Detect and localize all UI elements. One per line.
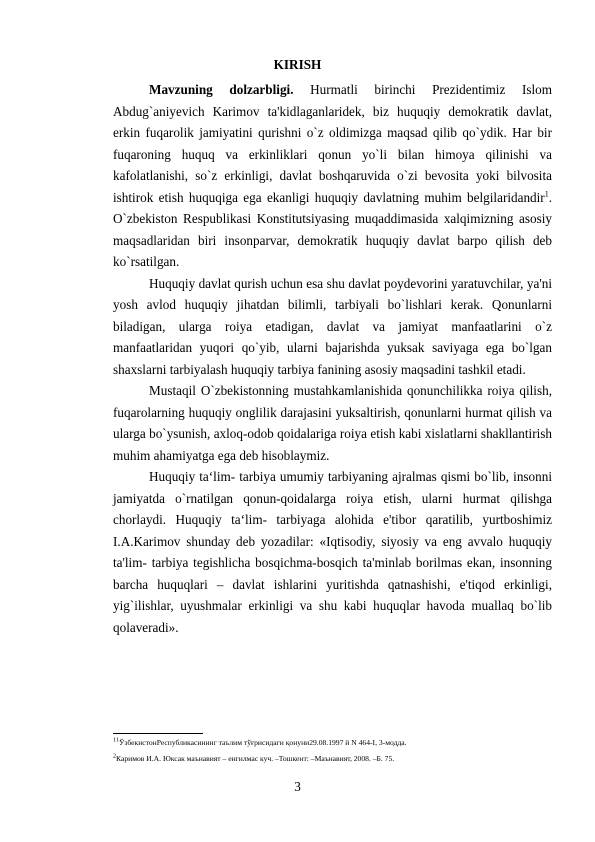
paragraph-relevance xyxy=(113,79,552,273)
footnote-2 xyxy=(113,754,552,764)
page-title: KIRISH xyxy=(273,57,322,72)
page-number: 3 xyxy=(294,779,301,794)
body-text xyxy=(113,79,552,638)
paragraph-legal-education: Huquqiy ta‘lim- tarbiya umumiy tarbiyaning ajralmas qismi bo`lib, insonni jamiyatda o`rnatilgan qonun-qoidalarga roiya etish, ularni hurmat qilishga chorlaydi. Huquqiy ta‘lim- tarbiyaga alohida e'tibor qaratilib, yurtboshimiz I.A.Karimov shunday deb yozadilar: «Iqtisodiy, siyosiy va eng avvalo huquqiy ta'lim- tarbiya tegishlicha bosqichma-bosqich ta'minlab borilmas ekan, insonning barcha huquqlari – davlat ishlarini yuritishda qatnashishi, e'tiqod erkinligi, yig`ilishlar, uyushmalar erkinligi va shu kabi huquqlar havoda muallaq bo`lib qolaveradi». xyxy=(113,469,552,635)
footnote-mark-duplicate: 1 xyxy=(116,737,119,744)
paragraph-text: Hurmatli birinchi Prezidentimiz Islom Abdug`aniyevich Karimov ta'kidlaganlaridek, biz huquqiy demokratik davlat, erkin fuqarolik jamiyatini qurishni o`z oldimizga maqsad qilib qo`ydik. Har bir fuqaroning huquq va erkinliklari qonun yo`li bilan himoya qilinishi va kafolatlanishi, so`z erkinligi, davlat boshqaruvida o`zi bevosita yoki bilvosita ishtirok etish huquqiga ega ekanligi huquqiy davlatning muhim belgilaridandir xyxy=(113,82,552,205)
footnote-text: ЎзбекистонРеспубликасининг таълим тўғрисидаги қонуни29.08.1997 й N 464-I, 3-модда. xyxy=(119,738,407,747)
footnote-reference: 1 xyxy=(544,189,549,199)
footnote-mark: 2 xyxy=(113,753,116,760)
footnote-text: Каримов И.А. Юксак маънавият – енгилмас куч. –Тошкент: –Маънавият, 2008. –Б. 75. xyxy=(116,754,395,763)
paragraph-lead: Mavzuning dolzarbligi. xyxy=(149,82,294,97)
footnote-separator xyxy=(113,733,203,734)
footnote-mark: 1 xyxy=(113,737,116,744)
paragraph-legal-state: Huquqiy davlat qurish uchun esa shu davlat poydevorini yaratuvchilar, ya'ni yosh avlod huquqiy jihatdan bilimli, tarbiyali bo`lishlari kerak. Qonunlarni biladigan, ularga roiya etadigan, davlat va jamiyat manfaatlarini o`z manfaatlaridan yuqori qo`yib, ularni bajarishda yuksak saviyaga ega bo`lgan shaxslarni tarbiyalash huquqiy tarbiya fanining asosiy maqsadini tashkil etadi. xyxy=(113,275,552,377)
footnote-1 xyxy=(113,738,552,748)
paragraph-independent-uzbekistan: Mustaqil O`zbekistonning mustahkamlanishida qonunchilikka roiya qilish, fuqarolarning huquqiy onglilik darajasini yuksaltirish, qonunlarni hurmat qilish va ularga bo`ysunish, axloq-odob qoidalariga roiya etish kabi xislatlarni shakllantirish muhim ahamiyatga ega deb hisoblaymiz. xyxy=(113,383,552,463)
paragraph-text: . O`zbekiston Respublikasi Konstitutsiyasing muqaddimasida xalqimizning asosiy maqsadlaridan biri insonparvar, demokratik huquqiy davlat barpo qilish deb ko`rsatilgan. xyxy=(113,189,552,269)
